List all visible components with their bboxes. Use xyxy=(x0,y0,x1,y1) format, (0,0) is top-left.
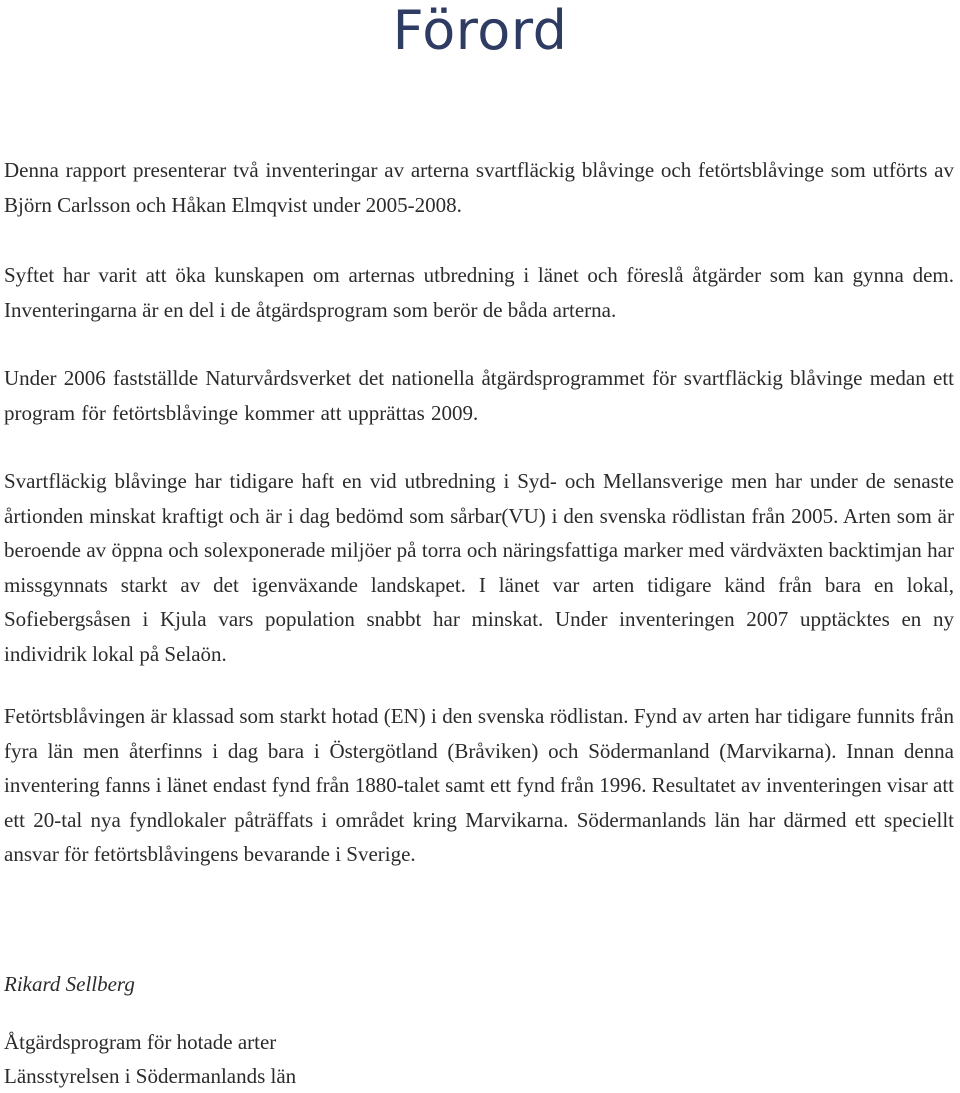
page-title: Förord xyxy=(392,0,568,62)
paragraph-svartflackig: Svartfläckig blåvinge har tidigare haft en vid utbredning i Syd- och Mellansverige men har under de senaste årtionden minskat kraftigt och är i dag bedömd som sårbar(VU) i den svenska rödlistan från 2005. Arten som är beroende av öppna och solexponerade miljöer på torra och näringsfattiga marker med värdväxten backtimjan har missgynnats starkt av det igenväxande landskapet. I länet var arten tidigare känd från bara en lokal, Sofiebergsåsen i Kjula vars population snabbt har minskat. Under inventeringen 2007 upptäcktes en ny individrik lokal på Selaön. xyxy=(4,469,954,666)
paragraph-fetortsblavinge: Fetörtsblåvingen är klassad som starkt hotad (EN) i den svenska rödlistan. Fynd av arten har tidigare funnits från fyra län men återfinns i dag bara i Östergötland (Bråviken) och Södermanland (Marvikarna). Innan denna inventering fanns i länet endast fynd från 1880-talet samt ett fynd från 1996. Resultatet av inventeringen visar att ett 20-tal nya fyndlokaler påträffats i området kring Marvikarna. Södermanlands län har därmed ett speciellt ansvar för fetörtsblåvingens bevarande i Sverige. xyxy=(4,704,954,866)
paragraph-action-program: Under 2006 fastställde Naturvårdsverket det nationella åtgärdsprogrammet för svartfläckig blåvinge medan ett program för fetörtsblåvinge kommer att upprättas 2009. xyxy=(4,366,954,425)
signature-organization: Länsstyrelsen i Södermanlands län xyxy=(4,1064,297,1088)
paragraph-intro: Denna rapport presenterar två inventeringar av arterna svartfläckig blåvinge och fetörtsblåvinge som utförts av Björn Carlsson och Håkan Elmqvist under 2005-2008. xyxy=(4,158,954,217)
signature-name: Rikard Sellberg xyxy=(4,972,135,996)
signature-role: Åtgärdsprogram för hotade arter xyxy=(4,1030,277,1054)
paragraph-purpose: Syftet har varit att öka kunskapen om arternas utbredning i länet och föreslå åtgärder som kan gynna dem. Inventeringarna är en del i de åtgärdsprogram som berör de båda arterna. xyxy=(4,263,954,322)
